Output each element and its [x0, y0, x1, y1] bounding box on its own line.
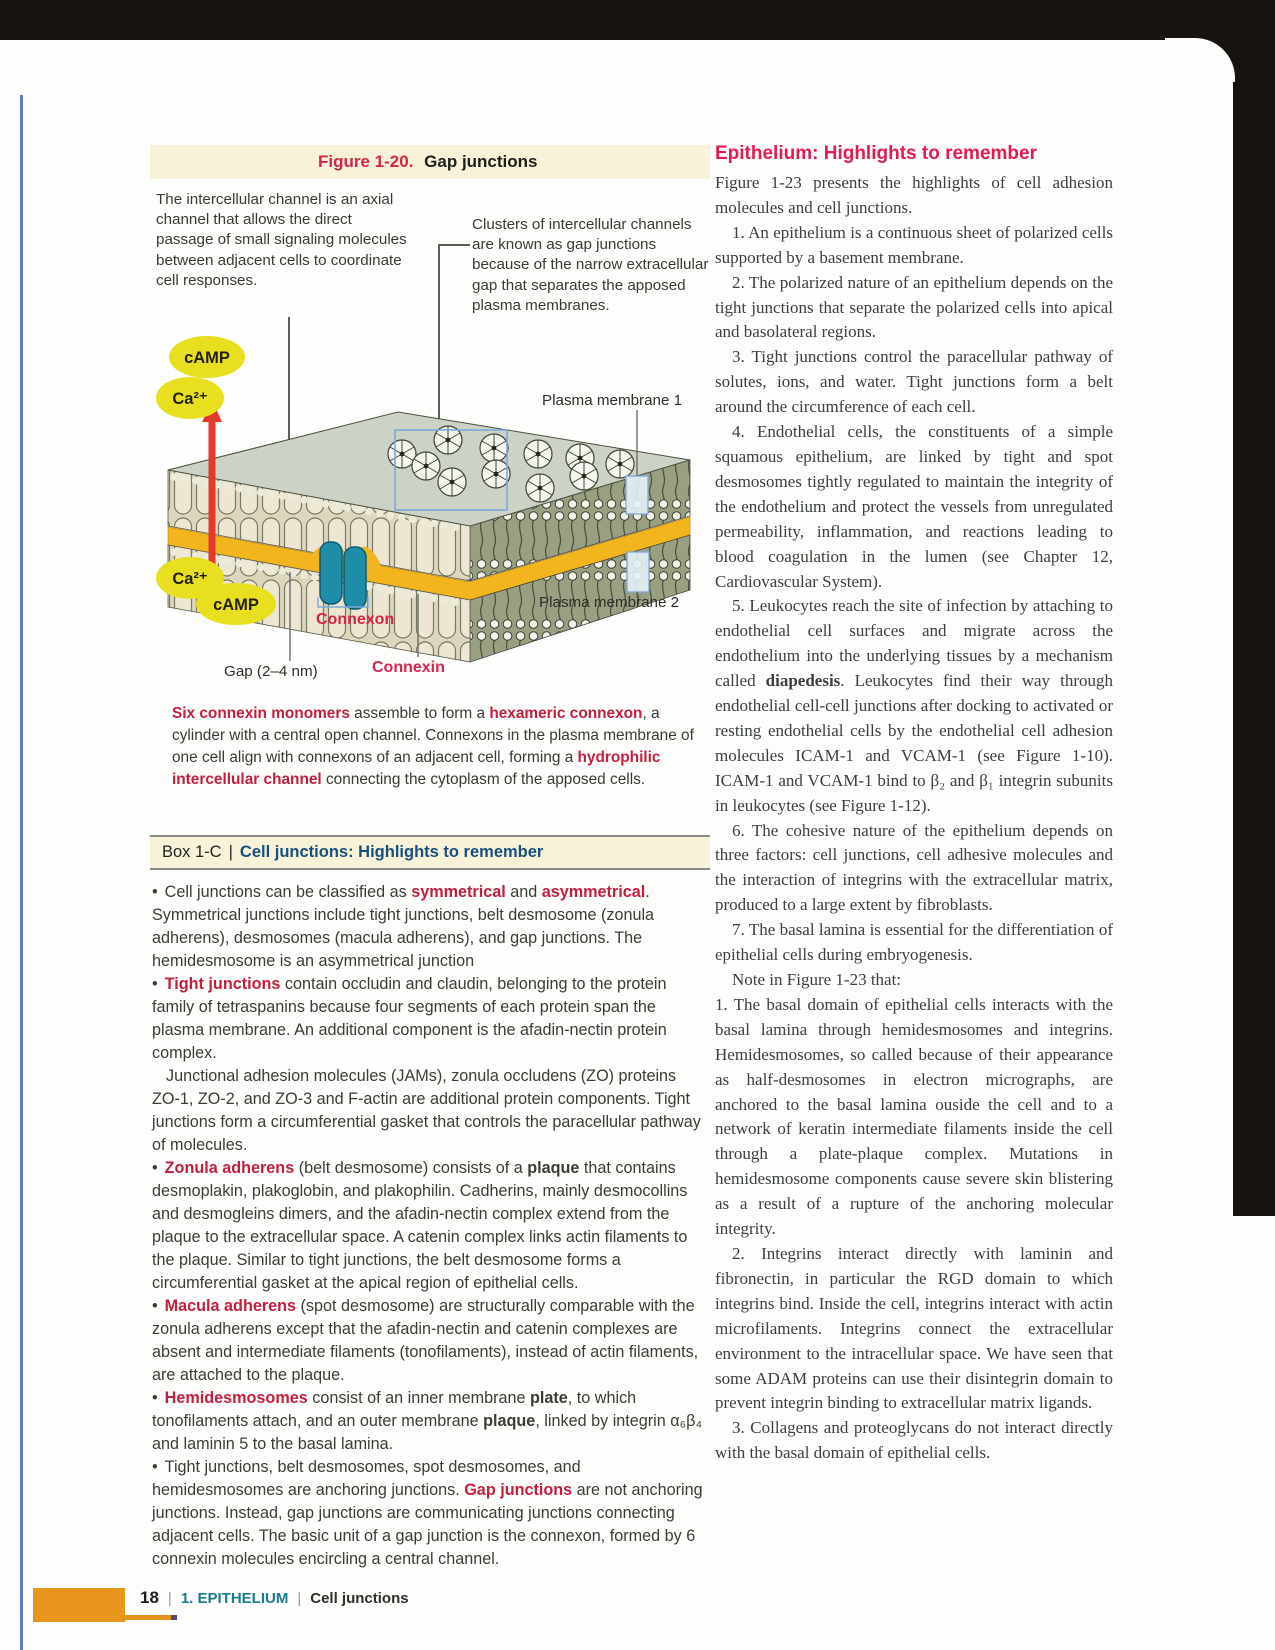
box-1c-header [150, 835, 710, 870]
footer-chapter: 1. EPITHELIUM [180, 1590, 289, 1607]
box-1c-body [150, 870, 710, 1571]
box-1c [150, 835, 710, 1571]
box-bullet-item: • Tight junctions, belt desmosomes, spot desmosomes, and hemidesmosomes are anchoring junctions. Gap junctions are not anchoring junctions. Instead, gap junctions are communicating junctions connecting adjacent cells. The basic unit of a gap junction is the connexon, formed by 6 connexin molecules encircling a central channel. [152, 1458, 703, 1568]
body-paragraph: 3. Tight junctions control the paracellular pathway of solutes, ions, and water. Tight junctions form a belt around the circumference of each cell. [715, 347, 1113, 417]
body-paragraph: 2. The polarized nature of an epithelium depends on the tight junctions that separate the polarized cells into apical and basolateral regions. [715, 272, 1113, 342]
plasma-membrane-2-label: Plasma membrane 2 [539, 594, 680, 611]
footer-section: Cell junctions [310, 1590, 409, 1607]
chapter-tab [33, 1588, 125, 1622]
gap-distance-label: Gap (2–4 nm) [224, 663, 318, 680]
plasma-membrane-1-marker [626, 476, 648, 514]
figure-label: Figure 1-20. [318, 152, 414, 171]
connexon-label: Connexon [316, 611, 395, 628]
box-paragraph: Junctional adhesion molecules (JAMs), zonula occludens (ZO) proteins ZO-1, ZO-2, and ZO-3 and F-actin are additional protein components. Tight junctions form a circumferential gasket that controls the paracellular pathway of molecules. [152, 1067, 701, 1154]
body-paragraph: 5. Leukocytes reach the site of infection by attaching to endothelial cell surfaces and migrate across the endothelium into the underlying tissues by a mechanism called diapedesis. Leukocytes find their way through endothelial cell-cell junctions after docking to activated or resting endothelial cells by the endothelial cell adhesion molecules ICAM-1 and VCAM-1 (see Figure 1-10). ICAM-1 and VCAM-1 bind to β₂ and β₁ integrin subunits in leukocytes (see Figure 1-12). [715, 596, 1113, 815]
box-bullet-item: • Macula adherens (spot desmosome) are structurally comparable with the zonula adherens except that the afadin-nectin and catenin complexes are absent and intermediate filaments (tonofilaments), instead of actin filaments, are attached to the plaque. [152, 1297, 699, 1384]
plasma-membrane-1-label: Plasma membrane 1 [542, 392, 683, 409]
text-column [715, 143, 1113, 1466]
body-paragraph: 1. An epithelium is a continuous sheet of polarized cells supported by a basement membrane. [715, 222, 1113, 267]
body-paragraph: 6. The cohesive nature of the epithelium depends on three factors: cell junctions, cell adhesive molecules and the interaction of integrins with the extracellular matrix, produced to a large extent by fibroblasts. [715, 820, 1113, 915]
section-heading: Epithelium: Highlights to remember [715, 143, 1037, 164]
camp-label: cAMP [213, 596, 259, 614]
gap-junction-diagram [150, 330, 710, 688]
calcium-label: Ca²⁺ [172, 390, 208, 408]
page-edge-line [20, 95, 23, 1650]
box-bullet-item: • Cell junctions can be classified as symmetrical and asymmetrical. Symmetrical junctions include tight junctions, belt desmosome (zonula adherens), desmosomes (macula adherens), and gap junctions. The hemidesmosome is an asymmetrical junction [152, 883, 655, 970]
body-paragraph: 3. Collagens and proteoglycans do not interact directly with the basal domain of epithelial cells. [715, 1418, 1113, 1463]
scan-right-band [1233, 18, 1275, 1216]
body-paragraph: Note in Figure 1-23 that: [732, 970, 902, 989]
gap-junction-illustration [150, 330, 710, 688]
calcium-label: Ca²⁺ [172, 570, 208, 588]
box-divider: | [228, 843, 233, 861]
page-number: 18 [140, 1588, 159, 1607]
box-label: Box 1-C [162, 843, 222, 861]
connexon-cylinder [344, 547, 366, 609]
figure-column [150, 145, 710, 1568]
connexin-label: Connexin [372, 659, 445, 676]
annotation-connector-line [438, 244, 470, 246]
camp-label: cAMP [184, 349, 230, 367]
plasma-membrane-2-marker [627, 552, 649, 592]
chapter-tab-end-mark [171, 1615, 177, 1620]
figure-annotation-left: The intercellular channel is an axial channel that allows the direct passage of small signaling molecules between adjacent cells to coordinate cell responses. [156, 191, 407, 289]
body-paragraph: 4. Endothelial cells, the constituents of a simple squamous epithelium, are linked by tight and spot desmosomes tightly regulated to maintain the integrity of the endothelium and protect the vessels from unregulated permeability, inflammation, and reactions leading to blood coagulation in the lumen (see Chapter 12, Cardiovascular System). [715, 422, 1113, 591]
box-bullet-item: • Hemidesmosomes consist of an inner membrane plate, to which tonofilaments attach, and an outer membrane plaque, linked by integrin α₆β₄ and laminin 5 to the basal lamina. [152, 1389, 703, 1453]
connexon-cylinder [320, 542, 342, 604]
scan-top-bar [0, 0, 1275, 40]
body-paragraph: Figure 1-23 presents the highlights of cell adhesion molecules and cell junctions. [715, 173, 1113, 217]
chapter-tab-line [125, 1615, 171, 1620]
figure-title-band [150, 145, 710, 179]
box-bullet-item: • Zonula adherens (belt desmosome) consists of a plaque that contains desmoplakin, plakoglobin, and plakophilin. Cadherins, mainly desmocollins and desmogleins dimers, and the afadin-nectin complex extend from the plaque to the extracellular space. A catenin complex links actin filaments to the plaque. Similar to tight junctions, the belt desmosome forms a circumferential gasket at the apical region of epithelial cells. [152, 1159, 688, 1292]
body-paragraph: 2. Integrins interact directly with laminin and fibronectin, in particular the RGD domain to which integrins bind. Inside the cell, integrins interact with actin microfilaments. Integrins connect the extracellular environment to the intracellular space. We have seen that some ADAM proteins can use their disintegrin domain to prevent integrin binding to extracellular matrix ligands. [715, 1243, 1113, 1413]
figure-annotation-right: Clusters of intercellular channels are known as gap junctions because of the narrow extracellular gap that separates the apposed plasma membranes. [472, 216, 709, 314]
figure-title: Gap junctions [424, 152, 538, 171]
figure-caption: Six connexin monomers assemble to form a hexameric connexon, a cylinder with a central open channel. Connexons in the plasma membrane of one cell align with connexons of an adjacent cell, forming a hydrophilic intercellular channel connecting the cytoplasm of the apposed cells. [172, 705, 694, 788]
box-bullet-item: • Tight junctions contain occludin and claudin, belonging to the protein family of tetraspanins because four segments of each protein span the plasma membrane. An additional component is the afadin-nectin protein complex. [152, 975, 667, 1062]
body-paragraph: 1. The basal domain of epithelial cells interacts with the basal lamina through hemidesmosomes and integrins. Hemidesmosomes, so called because of their appearance as half-desmosomes in electron micrographs, are anchored to the basal lamina ouside the cell and to a network of keratin intermediate filaments inside the cell through a plate-plaque complex. Mutations in hemidesmosome components cause severe skin blistering as a result of a rupture of the anchoring molecular integrity. [715, 994, 1113, 1239]
box-title: Cell junctions: Highlights to remember [239, 843, 544, 861]
body-paragraph: 7. The basal lamina is essential for the differentiation of epithelial cells during embryogenesis. [715, 920, 1113, 965]
page-footer: 18 | 1. EPITHELIUM | Cell junctions [140, 1588, 409, 1607]
